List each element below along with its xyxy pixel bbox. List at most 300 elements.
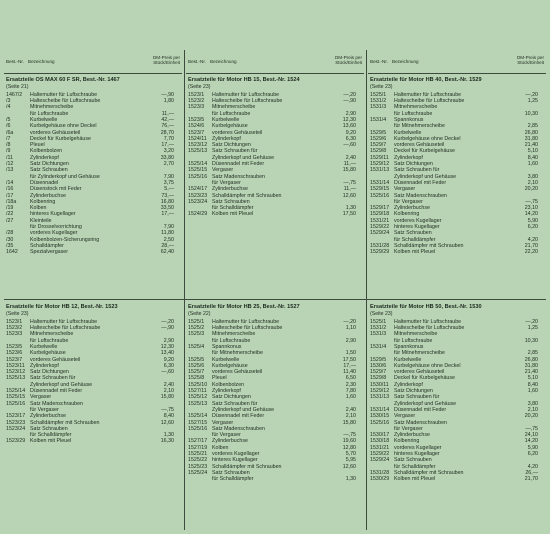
part-number: /28 [6, 230, 14, 237]
part-description: für Vergaser [30, 406, 59, 413]
section-page-ref: (Seite 23) [188, 83, 211, 90]
part-number: 1531/2 [370, 325, 387, 332]
part-number: 1531/21 [370, 444, 390, 451]
part-number: 1525/21 [188, 451, 208, 458]
part-description: vorderes Kugellager [30, 230, 78, 237]
part-price: 7,90 [163, 224, 174, 231]
part-price: 23,10 [524, 205, 538, 212]
part-number: 1525/10 [188, 381, 208, 388]
part-description: Kurbelgehäuse [30, 350, 66, 357]
part-number: 1523/23 [188, 192, 208, 199]
part-number: /18a [6, 198, 17, 205]
part-description: Vergaser [212, 419, 234, 426]
part-description: Zylinderkopf [394, 154, 423, 161]
part-description: Schalldämpfer mit Schrauben [212, 192, 282, 199]
part-description: Düsennadel mit Feder [394, 179, 447, 186]
part-price: 2,50 [163, 236, 174, 243]
part-price: 24,10 [524, 432, 538, 439]
part-price: 1,60 [527, 388, 538, 395]
part-number: 1525/23 [188, 463, 208, 470]
part-description: Vergaser [212, 167, 234, 174]
part-number: 1531/14 [370, 179, 390, 186]
section-page-ref: (Seite 23) [6, 310, 29, 317]
part-price: 7,80 [345, 388, 356, 395]
part-description: Vergaser [30, 394, 52, 401]
header-bez: Bezeichnung [28, 59, 55, 64]
part-price: —,20 [343, 318, 356, 325]
part-number: 1527/19 [188, 444, 208, 451]
column-header [186, 50, 364, 74]
part-description: Kurbelgehäuse ohne Deckel [394, 135, 461, 142]
part-description: Zylinderkopf und Gehäuse [212, 154, 275, 161]
part-number: 1529/15 [370, 186, 390, 193]
part-price: 31,80 [524, 135, 538, 142]
part-number: /6 [6, 123, 11, 130]
part-description: Satz Schrauben für [394, 394, 440, 401]
part-description: Haltemutter für Luftschraube [212, 91, 280, 98]
part-price: 1,25 [527, 325, 538, 332]
part-price: 11,— [343, 161, 356, 168]
part-price: 2,10 [527, 406, 538, 413]
part-description: hinteres Kugellager [394, 451, 440, 458]
part-description: für Schalldämpfer [394, 236, 436, 243]
part-number: /11 [6, 154, 13, 161]
part-price: 11,80 [161, 230, 174, 237]
parts-section [186, 304, 364, 483]
part-number: 1529/24 [370, 457, 390, 464]
part-number: 1523/29 [6, 438, 26, 445]
part-price: 9,20 [345, 129, 356, 136]
part-number: 1642 [6, 249, 18, 256]
part-description: Satz Schrauben für [30, 375, 76, 382]
part-price: 2,30 [345, 381, 356, 388]
part-description: Haltescheibe für Luftschraube [394, 98, 465, 105]
part-description: Satz Dichtungen [212, 394, 251, 401]
part-price: 5,70 [345, 451, 356, 458]
part-description: Kolben [30, 205, 47, 212]
part-description: Kolbenring [394, 438, 420, 445]
part-number: 1525/16 [6, 400, 26, 407]
part-price: 3,80 [527, 400, 538, 407]
part-description: Kurbelgehäuse ohne Deckel [394, 362, 461, 369]
part-number: 1531/28 [370, 242, 390, 249]
part-number: 1531/21 [370, 217, 390, 224]
part-price: 2,10 [527, 179, 538, 186]
part-description: Satz Schrauben für [212, 148, 258, 155]
part-description: Zylinderkopf und Gehäuse [30, 381, 93, 388]
section-title: Ersatzteile für Motor HB 15, Best.-Nr. 1524 [188, 77, 300, 83]
part-number: 1523/24 [188, 198, 208, 205]
part-number: /3 [6, 98, 11, 105]
part-price: 2,10 [163, 388, 174, 395]
part-number: 1525/15 [188, 167, 208, 174]
part-description: Satz Schrauben [212, 469, 250, 476]
part-description: Düsennadel mit Feder [394, 406, 447, 413]
part-number: 1529/17 [370, 205, 390, 212]
part-description: Kolben mit Pleuel [30, 438, 72, 445]
part-description: Haltescheibe für Luftschraube [212, 98, 283, 105]
part-description: Vergaser [394, 186, 416, 193]
section-page-ref: (Seite 22) [188, 310, 211, 317]
part-description: Schalldämpfer mit Schrauben [30, 419, 100, 426]
part-number: 1525/16 [188, 425, 208, 432]
part-price: 14,20 [524, 438, 538, 445]
part-number: 1525/13 [188, 148, 208, 155]
part-description: Deckel für Kurbelgehäuse [394, 375, 455, 382]
part-row [4, 438, 182, 444]
column-header [4, 50, 182, 74]
part-price: 1,60 [345, 394, 356, 401]
part-number: /8 [6, 142, 11, 149]
part-description: Kolben [212, 444, 229, 451]
part-description: für Schalldämpfer [212, 205, 254, 212]
part-price: 21,70 [524, 476, 538, 483]
part-price: 3,75 [163, 179, 174, 186]
part-description: Spannkonus [212, 343, 242, 350]
header-price: DM-Preis per Stück/Einheit [152, 55, 180, 65]
part-description: Düsennadel mit Feder [212, 161, 265, 168]
part-description: Satz Madenschrauben [212, 425, 266, 432]
part-description: Mitnehmerscheibe [30, 331, 74, 338]
part-price: 16,80 [160, 198, 174, 205]
section-title: Ersatzteile für Motor HB 40, Best.-Nr. 1529 [370, 77, 482, 83]
part-price: 5,90 [527, 217, 538, 224]
part-number: 1524/11 [188, 135, 207, 142]
column-right [368, 50, 546, 530]
part-price: 6,20 [527, 451, 538, 458]
part-description: Haltescheibe für Luftschraube [394, 325, 465, 332]
part-price: 8,40 [527, 154, 538, 161]
part-number: /6a [6, 129, 14, 136]
part-description: Satz Madenschrauben [394, 419, 448, 426]
header-nr: Best.-Nr. [188, 59, 206, 64]
part-description: Haltemutter für Luftschraube [30, 91, 98, 98]
part-price: —,90 [343, 98, 356, 105]
part-number: 1523/2 [188, 98, 205, 105]
part-number: /19 [6, 205, 14, 212]
part-price: 14,20 [524, 211, 538, 218]
part-price: 1,80 [163, 98, 174, 105]
part-price: 15,80 [342, 419, 356, 426]
column-header [368, 50, 546, 74]
part-number: 1525/1 [370, 318, 387, 325]
part-number: 1523/23 [6, 419, 26, 426]
part-number: 1525/15 [6, 394, 26, 401]
part-description: für Luftschraube [30, 110, 69, 117]
part-number: /7 [6, 135, 11, 142]
part-description: Haltemutter für Luftschraube [30, 318, 98, 325]
part-price: 10,30 [524, 337, 538, 344]
part-price: —,20 [525, 91, 538, 98]
part-number: 1524/17 [188, 186, 208, 193]
part-description: vorderes Gehäuseteil [212, 369, 263, 376]
part-price: 12,60 [160, 419, 174, 426]
part-description: Satz Madenschrauben [30, 400, 84, 407]
part-price: 13,60 [342, 123, 356, 130]
part-description: Satz Schrauben [30, 425, 68, 432]
part-description: Schalldämpfer mit Schrauben [212, 463, 282, 470]
part-price: 12,60 [342, 192, 356, 199]
part-price: 33,50 [160, 205, 174, 212]
section-title: Ersatzteile für Motor HB 50, Best.-Nr. 1530 [370, 304, 482, 310]
part-description: hinteres Kugellager [212, 457, 258, 464]
part-description: für Luftschraube [30, 337, 69, 344]
part-price: 21,40 [524, 142, 538, 149]
part-price: 5,95 [345, 457, 356, 464]
part-number: 1525/4 [188, 343, 205, 350]
part-description: Satz Madenschrauben [212, 173, 266, 180]
part-number: 1525/14 [6, 388, 26, 395]
part-number: 1530/17 [370, 432, 390, 439]
part-description: Kurbelwelle [30, 343, 58, 350]
part-price: 4,20 [527, 236, 538, 243]
part-price: 17,— [161, 211, 174, 218]
part-price: 5,10 [527, 148, 538, 155]
part-description: Kleinteile [30, 217, 52, 224]
part-price: 20,20 [524, 413, 538, 420]
part-row [368, 249, 546, 255]
part-description: Kolbenbolzen-Sicherungsring [30, 236, 100, 243]
part-description: Mitnehmerscheibe [212, 104, 256, 111]
part-description: Zylinderkopf [30, 362, 59, 369]
part-number: 1525/13 [188, 400, 208, 407]
part-description: Düsennadel mit Feder [30, 388, 83, 395]
part-number: /30 [6, 236, 14, 243]
part-description: Zylinderkopf und Gehäuse [394, 173, 457, 180]
part-price: 3,80 [527, 173, 538, 180]
part-price: 5,— [164, 186, 174, 193]
part-number: 1529/12 [370, 161, 390, 168]
part-row [4, 249, 182, 255]
part-price: 6,20 [527, 224, 538, 231]
part-price: 2,90 [163, 337, 174, 344]
part-number: 1523/5 [6, 343, 23, 350]
part-number: 1525/24 [188, 469, 208, 476]
part-number: 1531/28 [370, 469, 390, 476]
part-description: Satz Dichtungen [212, 142, 251, 149]
part-number: 1529/12 [370, 388, 390, 395]
column-divider [366, 50, 367, 530]
part-number: 1531/3 [370, 104, 387, 111]
part-number: 1530/11 [370, 381, 389, 388]
part-number: 1529/22 [370, 224, 390, 231]
part-number: 1523/2 [6, 325, 23, 332]
section-title: Ersatzteile für Motor HB 25, Best.-Nr. 1527 [188, 304, 300, 310]
part-description: Düsennadel [30, 179, 59, 186]
part-description: Zylinderbuchse [394, 205, 430, 212]
part-price: 2,40 [345, 154, 356, 161]
header-nr: Best.-Nr. [370, 59, 388, 64]
part-description: hinteres Kugellager [30, 211, 76, 218]
part-number: 1529/8 [370, 148, 387, 155]
column-divider [184, 50, 185, 530]
part-description: Kurbelgehäuse [212, 123, 248, 130]
part-price: 1,25 [527, 98, 538, 105]
part-description: Düsenstock mit Feder [30, 186, 82, 193]
part-description: Zylinderbuchse [212, 186, 248, 193]
part-description: vorderes Kugellager [394, 444, 442, 451]
part-description: Zylinderbuchse [212, 438, 248, 445]
column-left [4, 50, 182, 530]
part-price: 26,— [525, 469, 538, 476]
parts-section [4, 304, 182, 445]
part-number: 1523/7 [188, 129, 205, 136]
part-description: für Luftschraube [394, 337, 433, 344]
part-description: vorderes Kugellager [212, 451, 260, 458]
part-price: 33,80 [160, 154, 174, 161]
part-number: 1529/7 [370, 369, 387, 376]
part-description: für Luftschraube [212, 337, 251, 344]
part-price: 21,40 [524, 369, 538, 376]
part-price: 6,30 [163, 362, 174, 369]
part-number: /9 [6, 148, 11, 155]
part-description: für Vergaser [394, 425, 423, 432]
part-description: Kurbelgehäuse ohne Deckel [30, 123, 97, 130]
part-number: 1525/7 [188, 369, 205, 376]
part-description: Schalldämpfer mit Schrauben [394, 242, 464, 249]
part-price: —,75 [343, 432, 356, 439]
part-description: vorderes Kugellager [394, 217, 442, 224]
part-description: Kolbenbolzen [212, 381, 245, 388]
part-description: Zylinderkopf und Gehäuse [394, 400, 457, 407]
part-number: 1525/13 [6, 375, 26, 382]
part-number: 1529/24 [370, 230, 390, 237]
part-description: Satz Dichtungen [30, 369, 69, 376]
part-description: Kolben mit Pleuel [212, 211, 254, 218]
part-number: 1530/29 [370, 476, 390, 483]
part-price: 8,40 [527, 381, 538, 388]
part-price: 11,— [343, 186, 356, 193]
part-description: Mitnehmerscheibe [212, 331, 256, 338]
part-description: für Vergaser [212, 179, 241, 186]
part-price: —,20 [525, 318, 538, 325]
part-price: 1,30 [345, 205, 356, 212]
part-price: —,20 [161, 318, 174, 325]
part-number: 1523/12 [188, 142, 208, 149]
part-price: 16,30 [160, 438, 174, 445]
part-price: 10,30 [524, 110, 538, 117]
part-number: 1525/8 [188, 375, 205, 382]
part-number: 1525/14 [188, 161, 208, 168]
part-number: 1525/1 [370, 91, 387, 98]
part-description: Satz Dichtungen [30, 161, 69, 168]
part-number: 1529/29 [370, 249, 390, 256]
part-description: Schalldämpfer [30, 242, 64, 249]
part-description: Kolben mit Pleuel [394, 476, 436, 483]
part-number: 1525/22 [188, 457, 208, 464]
part-description: Kurbelwelle [394, 356, 422, 363]
part-description: Schalldämpfer mit Schrauben [394, 469, 464, 476]
part-number: /17 [6, 192, 14, 199]
part-description: Satz Schrauben für [394, 167, 440, 174]
header-nr: Best.-Nr. [6, 59, 24, 64]
part-price: —,90 [161, 91, 174, 98]
part-number: 1527/11 [188, 388, 207, 395]
part-description: Zylinderbuchse [30, 413, 66, 420]
part-price: 2,10 [345, 413, 356, 420]
part-number: 1523/6 [6, 350, 23, 357]
part-description: Kolbenring [394, 211, 420, 218]
part-number: 1531/13 [370, 167, 390, 174]
part-number: 1529/18 [370, 211, 390, 218]
part-price: —,60 [161, 369, 174, 376]
part-number: 1529/22 [370, 451, 390, 458]
parts-section [368, 77, 546, 256]
part-description: Haltescheibe für Luftschraube [30, 98, 101, 105]
parts-section [4, 77, 182, 256]
part-description: Kolbenring [30, 198, 56, 205]
part-description: Kurbelwelle [30, 116, 58, 123]
part-description: Mitnehmerscheibe [394, 104, 438, 111]
part-price: 13,40 [160, 350, 174, 357]
section-title: Ersatzteile OS MAX 60 F SR, Best.-Nr. 1467 [6, 77, 120, 83]
part-price: 15,80 [342, 167, 356, 174]
part-description: für Luftschraube [212, 110, 251, 117]
part-number: 1523/5 [188, 116, 205, 123]
part-price: 12,80 [342, 444, 356, 451]
part-description: für Drosselvorrichtung [30, 224, 82, 231]
part-price: 62,40 [160, 249, 174, 256]
part-price: —,60 [343, 142, 356, 149]
part-price: 31,80 [524, 362, 538, 369]
part-number: 1525/2 [188, 325, 205, 332]
part-price: 1,50 [345, 350, 356, 357]
section-title: Ersatzteile für Motor HB 12, Best.-Nr. 1523 [6, 304, 118, 310]
part-number: 1525/6 [188, 362, 205, 369]
part-price: 1,60 [527, 161, 538, 168]
part-price: —,20 [343, 91, 356, 98]
part-description: für Zylinderkopf und Gehäuse [30, 173, 100, 180]
part-price: 12,30 [342, 116, 356, 123]
part-number: 1529/11 [370, 154, 389, 161]
part-description: Haltemutter für Luftschraube [212, 318, 280, 325]
part-number: /16 [6, 186, 14, 193]
part-description: Satz Schrauben für [212, 400, 258, 407]
part-row [186, 211, 364, 217]
part-number: 1531/4 [370, 343, 387, 350]
header-price: DM-Preis per Stück/Einheit [334, 55, 362, 65]
part-price: 9,20 [163, 356, 174, 363]
part-number: 1525/14 [188, 413, 208, 420]
part-price: 12,60 [342, 463, 356, 470]
part-price: 7,70 [163, 135, 174, 142]
part-description: vorderes Gehäuseteil [394, 369, 445, 376]
part-price: 1,30 [345, 476, 356, 483]
part-price: —,75 [525, 198, 538, 205]
part-price: 2,90 [345, 337, 356, 344]
part-description: Kolbenbolzen [30, 148, 63, 155]
part-price: 17,— [161, 142, 174, 149]
part-number: 1530/18 [370, 438, 390, 445]
parts-section [186, 77, 364, 218]
part-description: Zylinderkopf [30, 154, 59, 161]
part-description: Zylinderkopf [212, 388, 241, 395]
part-price: —,75 [525, 425, 538, 432]
part-row [186, 476, 364, 482]
part-description: Haltescheibe für Luftschraube [30, 325, 101, 332]
part-description: Satz Madenschrauben [394, 192, 448, 199]
part-price: 73,— [161, 192, 174, 199]
part-description: Vergaser [394, 413, 416, 420]
catalog-page [4, 50, 546, 530]
part-number: 1523/1 [6, 318, 23, 325]
part-number: 1530/15 [370, 413, 390, 420]
part-price: 5,10 [527, 375, 538, 382]
part-description: für Schalldämpfer [212, 476, 254, 483]
part-number: 1523/1 [188, 91, 205, 98]
part-description: Zylinderbuchse [394, 432, 430, 439]
part-description: Haltemutter für Luftschraube [394, 91, 462, 98]
